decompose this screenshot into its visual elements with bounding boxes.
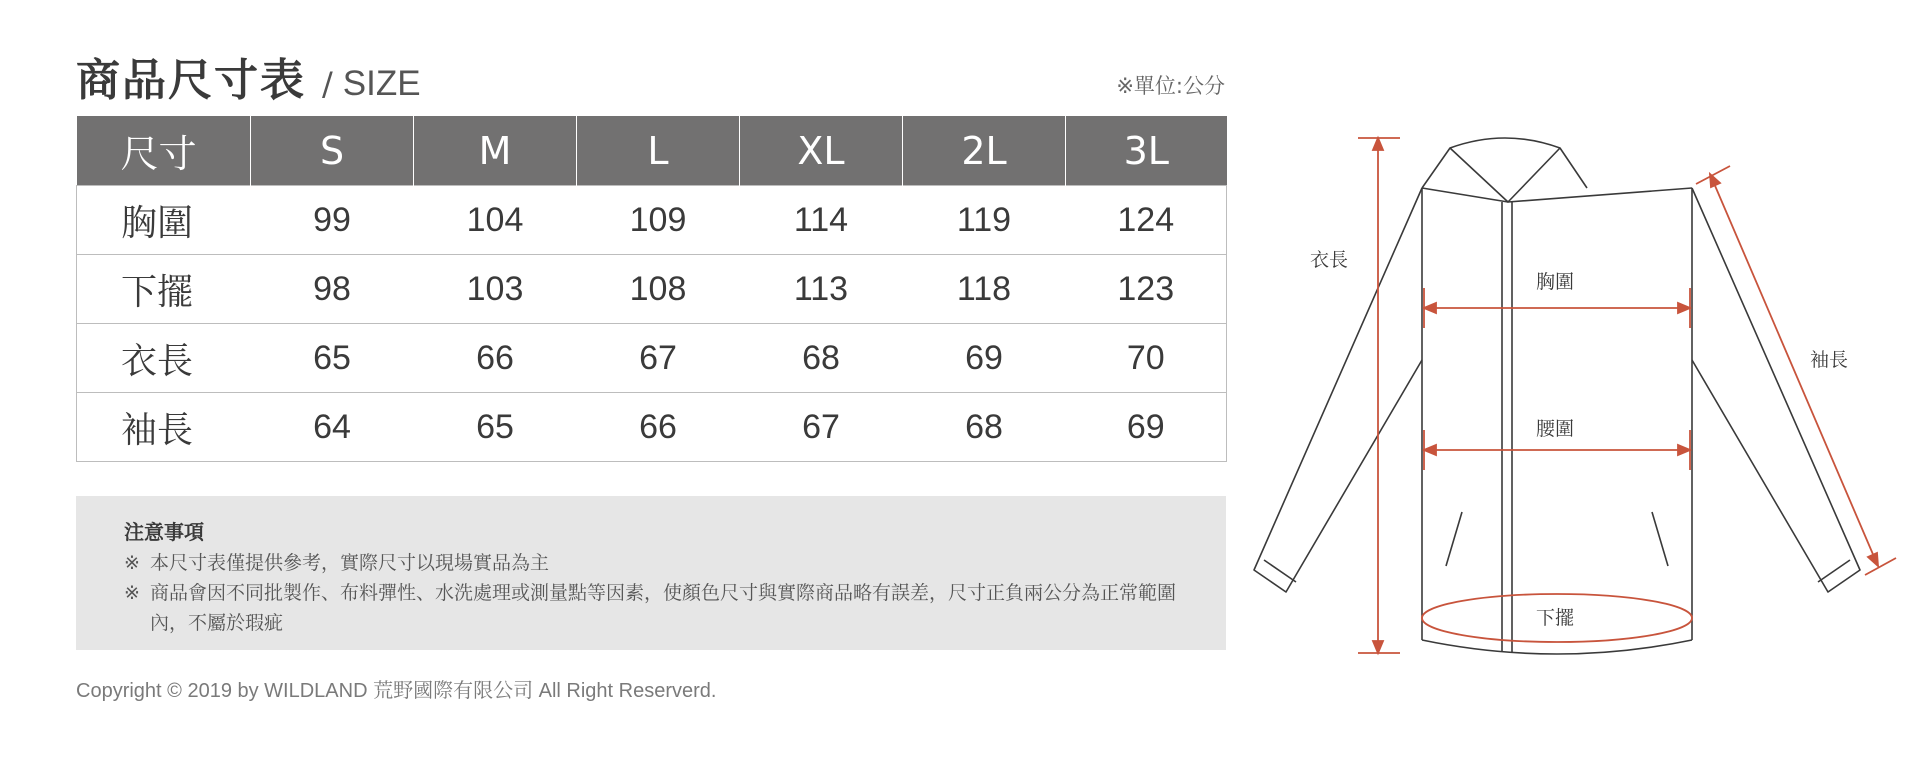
header-size-label: 尺寸	[77, 116, 251, 186]
right-pocket	[1652, 512, 1668, 566]
table-cell: 69	[1066, 393, 1227, 462]
row-label: 胸圍	[77, 186, 251, 255]
table-cell: 108	[577, 255, 740, 324]
note-item	[124, 578, 1184, 638]
row-label: 衣長	[77, 324, 251, 393]
jacket-outline	[1254, 138, 1860, 654]
header-size-m: M	[414, 116, 577, 186]
notes-list	[124, 548, 1184, 638]
sleeve-measure-line	[1710, 174, 1878, 566]
left-pocket	[1446, 512, 1462, 566]
table-cell: 103	[414, 255, 577, 324]
table-cell: 70	[1066, 324, 1227, 393]
header-size-l: L	[577, 116, 740, 186]
zipper-lines	[1502, 202, 1512, 652]
right-cuff-line	[1818, 560, 1850, 582]
note-item	[124, 548, 1184, 578]
table-cell: 65	[414, 393, 577, 462]
label-chest: 胸圍	[1536, 271, 1575, 293]
table-cell: 114	[740, 186, 903, 255]
page-title	[76, 44, 421, 108]
jacket-measurement-diagram	[1240, 120, 1920, 680]
table-cell: 69	[903, 324, 1066, 393]
table-cell: 68	[740, 324, 903, 393]
label-sleeve: 袖長	[1810, 349, 1849, 371]
table-cell: 124	[1066, 186, 1227, 255]
row-label: 袖長	[77, 393, 251, 462]
hood-outline	[1422, 138, 1587, 188]
notes-panel	[76, 496, 1226, 650]
note-text: 本尺寸表僅提供參考，實際尺寸以現場實品為主	[150, 552, 550, 574]
header-size-xl: XL	[740, 116, 903, 186]
table-cell: 104	[414, 186, 577, 255]
note-mark: ※	[124, 582, 140, 604]
hood-inner-line	[1450, 148, 1560, 202]
table-cell: 66	[414, 324, 577, 393]
note-mark: ※	[124, 552, 140, 574]
label-hem: 下擺	[1536, 607, 1575, 629]
table-cell: 67	[577, 324, 740, 393]
chest-arrow-left	[1424, 303, 1436, 313]
label-waist: 腰圍	[1536, 418, 1575, 440]
waist-arrow-left	[1424, 445, 1436, 455]
sleeve-arrow-top	[1710, 174, 1720, 187]
table-cell: 66	[577, 393, 740, 462]
right-sleeve	[1692, 188, 1860, 592]
note-text: 商品會因不同批製作、布料彈性、水洗處理或測量點等因素，使顏色尺寸與實際商品略有誤差，尺寸正負兩公分為正常範圍內，不屬於瑕疵	[150, 582, 1177, 634]
table-cell: 118	[903, 255, 1066, 324]
size-table	[76, 116, 1227, 462]
table-cell: 98	[251, 255, 414, 324]
length-arrow-bottom	[1373, 641, 1383, 653]
table-cell: 68	[903, 393, 1066, 462]
table-cell: 65	[251, 324, 414, 393]
table-cell: 109	[577, 186, 740, 255]
title-sub: SIZE	[342, 64, 421, 103]
table-cell: 113	[740, 255, 903, 324]
label-length: 衣長	[1310, 249, 1349, 271]
table-cell: 123	[1066, 255, 1227, 324]
header-size-3l: 3L	[1066, 116, 1227, 186]
table-row-length	[77, 324, 1227, 393]
left-cuff-line	[1264, 560, 1296, 582]
table-cell: 64	[251, 393, 414, 462]
header-size-2l: 2L	[903, 116, 1066, 186]
copyright-text: Copyright © 2019 by WILDLAND 荒野國際有限公司 All Right Reserverd.	[76, 680, 717, 702]
table-row-chest	[77, 186, 1227, 255]
sleeve-arrow-bottom	[1868, 553, 1878, 566]
size-table-header-row	[77, 116, 1227, 186]
notes-title: 注意事項	[124, 520, 204, 544]
shoulder-line	[1422, 188, 1692, 202]
length-arrow-top	[1373, 138, 1383, 150]
measurement-lines	[1358, 138, 1896, 653]
waist-arrow-right	[1678, 445, 1690, 455]
title-separator: /	[322, 65, 333, 103]
jacket-diagram-svg	[1240, 120, 1920, 680]
header-size-s: S	[251, 116, 414, 186]
table-row-hem	[77, 255, 1227, 324]
sleeve-bottom-tick	[1865, 558, 1896, 575]
table-cell: 67	[740, 393, 903, 462]
table-cell: 119	[903, 186, 1066, 255]
chest-arrow-right	[1678, 303, 1690, 313]
unit-note: ※單位:公分	[1116, 74, 1225, 98]
title-main: 商品尺寸表	[76, 55, 306, 106]
table-row-sleeve	[77, 393, 1227, 462]
row-label: 下擺	[77, 255, 251, 324]
table-cell: 99	[251, 186, 414, 255]
